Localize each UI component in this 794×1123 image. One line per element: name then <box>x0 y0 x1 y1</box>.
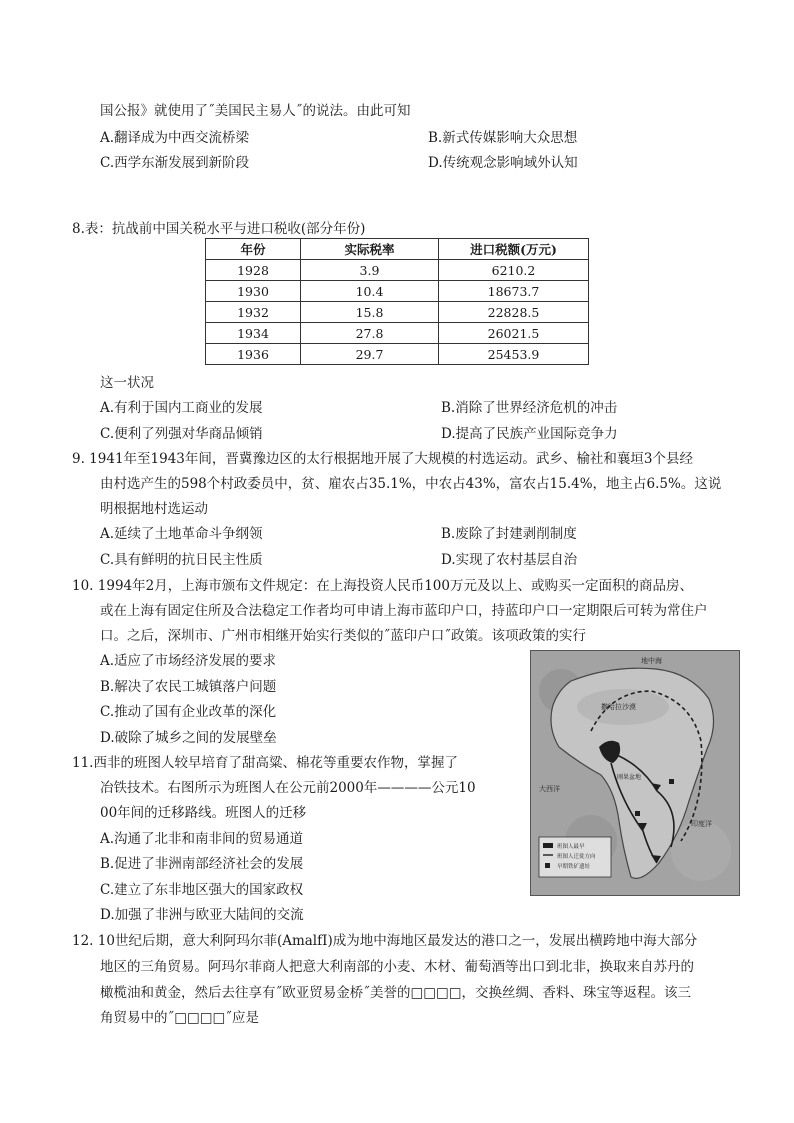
q8-stem: 这一状况 <box>100 375 154 391</box>
legend-iron: 早期铁矿遗址 <box>557 864 591 870</box>
table-cell-rate: 10.4 <box>301 281 439 302</box>
tax-table <box>205 238 589 365</box>
q7-option-c[interactable]: C.西学东渐发展到新阶段 <box>100 155 250 171</box>
q12-stem-line-4: 角贸易中的˝□□□□˝应是 <box>100 1010 260 1026</box>
q8-option-a[interactable]: A.有利于国内工商业的发展 <box>100 400 263 416</box>
q11-stem-line-2: 冶铁技术。右图所示为班图人在公元前2000年————公元10 <box>100 780 476 796</box>
table-cell-rate: 3.9 <box>301 260 439 281</box>
table-cell-year: 1930 <box>206 281 301 302</box>
table-row <box>206 281 589 302</box>
table-row <box>206 260 589 281</box>
table-row <box>206 344 589 365</box>
bantu-migration-map <box>530 650 740 896</box>
q9-option-c[interactable]: C.具有鲜明的抗日民主性质 <box>100 552 263 568</box>
q9-stem-line-2: 由村选产生的598个村政委员中，贫、雇农占35.1%，中农占43%，富农占15.4%，地主占6.5%。这说 <box>100 476 722 492</box>
label-sahara: 撒哈拉沙漠 <box>601 703 636 711</box>
africa-map-figure <box>531 651 739 895</box>
table-header-tax: 进口税额(万元) <box>439 239 589 260</box>
label-atlantic: 大西洋 <box>539 785 560 793</box>
table-cell-tax: 25453.9 <box>439 344 589 365</box>
q7-option-b[interactable]: B.新式传媒影响大众思想 <box>428 130 578 146</box>
q9-option-d[interactable]: D.实现了农村基层自治 <box>441 552 578 568</box>
q10-stem-line-2: 或在上海有固定住所及合法稳定工作者均可申请上海市蓝印户口，持蓝印户口一定期限后可转为常住户 <box>100 603 708 619</box>
q11-option-b[interactable]: B.促进了非洲南部经济社会的发展 <box>100 856 304 872</box>
q10-option-d[interactable]: D.破除了城乡之间的发展壁垒 <box>100 730 277 746</box>
table-cell-tax: 22828.5 <box>439 302 589 323</box>
table-cell-rate: 29.7 <box>301 344 439 365</box>
q9-stem-line-3: 明根据地村选运动 <box>100 501 208 517</box>
table-cell-tax: 6210.2 <box>439 260 589 281</box>
q12-stem-line-1: 12. 10世纪后期，意大利阿玛尔菲(AmalfI)成为地中海地区最发达的港口之一，发展出横跨地中海大部分 <box>72 933 698 949</box>
table-cell-year: 1928 <box>206 260 301 281</box>
q8-option-b[interactable]: B.消除了世界经济危机的冲击 <box>441 400 618 416</box>
q7-stem: 国公报》就使用了˝美国民主易人˝的说法。由此可知 <box>100 103 411 119</box>
table-header-rate: 实际税率 <box>301 239 439 260</box>
table-row <box>206 302 589 323</box>
table-header-row <box>206 239 589 260</box>
legend-origin: 班图人最早 <box>557 844 585 850</box>
q8-option-c[interactable]: C.便利了列强对华商品倾销 <box>100 426 263 442</box>
q8-option-d[interactable]: D.提高了民族产业国际竞争力 <box>441 426 618 442</box>
q10-option-b[interactable]: B.解决了农民工城镇落户问题 <box>100 679 277 695</box>
q9-stem-line-1: 9. 1941年至1943年间，晋冀豫边区的太行根据地开展了大规模的村选运动。武乡、榆社和襄垣3个县经 <box>72 451 693 467</box>
q11-option-c[interactable]: C.建立了东非地区强大的国家政权 <box>100 882 304 898</box>
legend-direction: 班图人迁徙方向 <box>557 854 596 860</box>
table-cell-tax: 26021.5 <box>439 323 589 344</box>
q12-stem-line-2: 地区的三角贸易。阿玛尔菲商人把意大利南部的小麦、木材、葡萄酒等出口到北非，换取来自苏丹的 <box>100 959 694 975</box>
q10-option-c[interactable]: C.推动了国有企业改革的深化 <box>100 704 277 720</box>
label-congo: 刚果盆地 <box>617 774 642 781</box>
table-header-year: 年份 <box>206 239 301 260</box>
q7-option-d[interactable]: D.传统观念影响域外认知 <box>428 155 578 171</box>
table-cell-year: 1932 <box>206 302 301 323</box>
table-cell-year: 1934 <box>206 323 301 344</box>
q9-option-b[interactable]: B.废除了封建剥削制度 <box>441 526 577 542</box>
table-cell-rate: 27.8 <box>301 323 439 344</box>
q10-option-a[interactable]: A.适应了市场经济发展的要求 <box>100 653 277 669</box>
q7-option-a[interactable]: A.翻译成为中西交流桥梁 <box>100 130 250 146</box>
table-cell-rate: 15.8 <box>301 302 439 323</box>
q10-stem-line-3: 口。之后，深圳市、广州市相继开始实行类似的˝蓝印户口˝政策。该项政策的实行 <box>100 628 586 644</box>
q11-option-a[interactable]: A.沟通了北非和南非间的贸易通道 <box>100 831 304 847</box>
q11-stem-line-3: 00年间的迁移路线。班图人的迁移 <box>100 805 307 821</box>
table-cell-tax: 18673.7 <box>439 281 589 302</box>
q12-stem-line-3: 橄榄油和黄金，然后去往享有˝欧亚贸易金桥˝美誉的□□□□，交换丝绸、香料、珠宝等返程。该三 <box>100 985 692 1001</box>
q11-stem-line-1: 11.西非的班图人较早培育了甜高粱、棉花等重要农作物，掌握了 <box>72 755 458 771</box>
q9-option-a[interactable]: A.延续了土地革命斗争纲领 <box>100 526 263 542</box>
iron-site-marker <box>669 779 674 784</box>
table-row <box>206 323 589 344</box>
q8-title: 8.表：抗战前中国关税水平与进口税收(部分年份) <box>72 221 366 237</box>
iron-site-marker <box>635 811 640 816</box>
label-mediterranean: 地中海 <box>641 657 662 665</box>
label-indian-ocean: 印度洋 <box>691 820 712 828</box>
table-cell-year: 1936 <box>206 344 301 365</box>
q10-stem-line-1: 10. 1994年2月，上海市颁布文件规定：在上海投资人民币100万元及以上、或购买一定面积的商品房、 <box>72 578 693 594</box>
q11-option-d[interactable]: D.加强了非洲与欧亚大陆间的交流 <box>100 907 304 923</box>
